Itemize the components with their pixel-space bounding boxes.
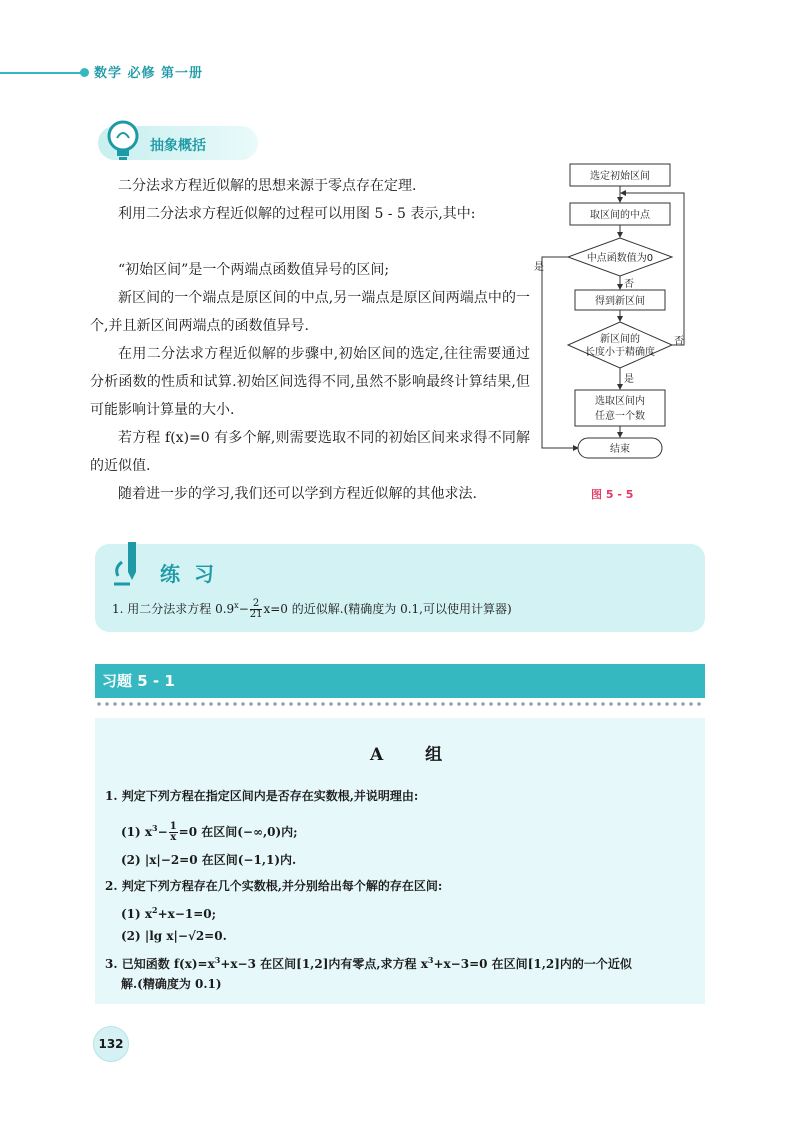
paragraph: “初始区间”是一个两端点函数值异号的区间; — [118, 262, 390, 278]
paragraph: 随着进一步的学习,我们还可以学到方程近似解的其他求法. — [118, 486, 477, 502]
figure-caption: 图 5 - 5 — [591, 488, 634, 501]
header-dot — [80, 68, 89, 77]
flow-midpoint-text: 取区间的中点 — [590, 210, 650, 221]
paragraph: 若方程 f(x)=0 有多个解,则需要选取不同的初始区间来求得不同解的近似值. — [90, 430, 530, 474]
exercise-subitem: (1) $x^3-$ $\frac{1}{x}$ =0 在区间(−∞,0)内; — [121, 821, 298, 843]
flow-yes-label-2: 是 — [624, 374, 634, 385]
paragraph: 新区间的一个端点是原区间的中点,另一端点是原区间两端点中的一个,并且新区间两端点的函数值异号. — [90, 290, 530, 334]
exercise-header-bar — [95, 664, 705, 698]
flow-choose-text-2: 任意一个数 — [595, 411, 645, 422]
flow-choose-text-1: 选取区间内 — [595, 396, 645, 407]
paragraph: 二分法求方程近似解的思想来源于零点存在定理. — [118, 178, 417, 194]
header-rule — [0, 72, 82, 74]
flow-no-label-2: 否 — [674, 336, 684, 347]
exercise-label: 习题 5 - 1 — [102, 672, 175, 690]
summary-tab-label: 抽象概括 — [150, 138, 206, 154]
exercise-subitem: (2) |x|−2=0 在区间(−1,1)内. — [121, 853, 297, 867]
practice-title: 练习 — [160, 562, 228, 586]
flow-yes-label: 是 — [534, 262, 544, 273]
fraction: $\frac{1}{x}$ — [169, 821, 177, 843]
group-title: A 组 — [370, 745, 461, 765]
exercise-subitem: (1) $x^2+x-1=0$; — [121, 905, 217, 921]
flow-decision1-text: 中点函数值为0 — [586, 253, 654, 264]
fraction: $\frac{2}{21}$ — [249, 598, 263, 620]
exercise-subitem: (2) |lg x|−√2=0. — [121, 929, 227, 943]
paragraph: 利用二分法求方程近似解的过程可以用图 5 - 5 表示,其中: — [118, 206, 476, 222]
exercise-item-continued: 解.(精确度为 0.1) — [121, 977, 222, 991]
flow-decision2 — [568, 322, 672, 368]
book-title: 数学 必修 第一册 — [94, 66, 204, 81]
pencil-icon — [108, 538, 152, 590]
flow-decision2-text-1: 新区间的 — [600, 334, 640, 345]
exercise-item: 3. 已知函数 $f(x)=x^3+x-3$ 在区间[1,2]内有零点,求方程 $x^3+x-3=0$ 在区间[1,2]内的一个近似 — [105, 955, 632, 971]
flow-end-text: 结束 — [610, 444, 630, 455]
flow-no-label: 否 — [624, 279, 634, 290]
flow-decision2-text-2: 长度小于精确度 — [585, 347, 655, 358]
page-number: 132 — [93, 1026, 129, 1062]
paragraph: 在用二分法求方程近似解的步骤中,初始区间的选定,往往需要通过分析函数的性质和试算.初始区间选得不同,虽然不影响最终计算结果,但可能影响计算量的大小. — [90, 346, 530, 418]
practice-question: 1. 用二分法求方程 $0.9^x-$ $\frac{2}{21}$ x=0 的近似解.(精确度为 0.1,可以使用计算器) — [112, 598, 512, 620]
lightbulb-icon — [103, 118, 147, 164]
exercise-item: 2. 判定下列方程存在几个实数根,并分别给出每个解的存在区间: — [105, 879, 443, 893]
flowchart — [532, 158, 704, 488]
flow-new-interval-text: 得到新区间 — [595, 296, 645, 307]
exercise-item: 1. 判定下列方程在指定区间内是否存在实数根,并说明理由: — [105, 789, 419, 803]
flow-start-text: 选定初始区间 — [590, 171, 650, 182]
dotted-divider — [95, 701, 705, 707]
